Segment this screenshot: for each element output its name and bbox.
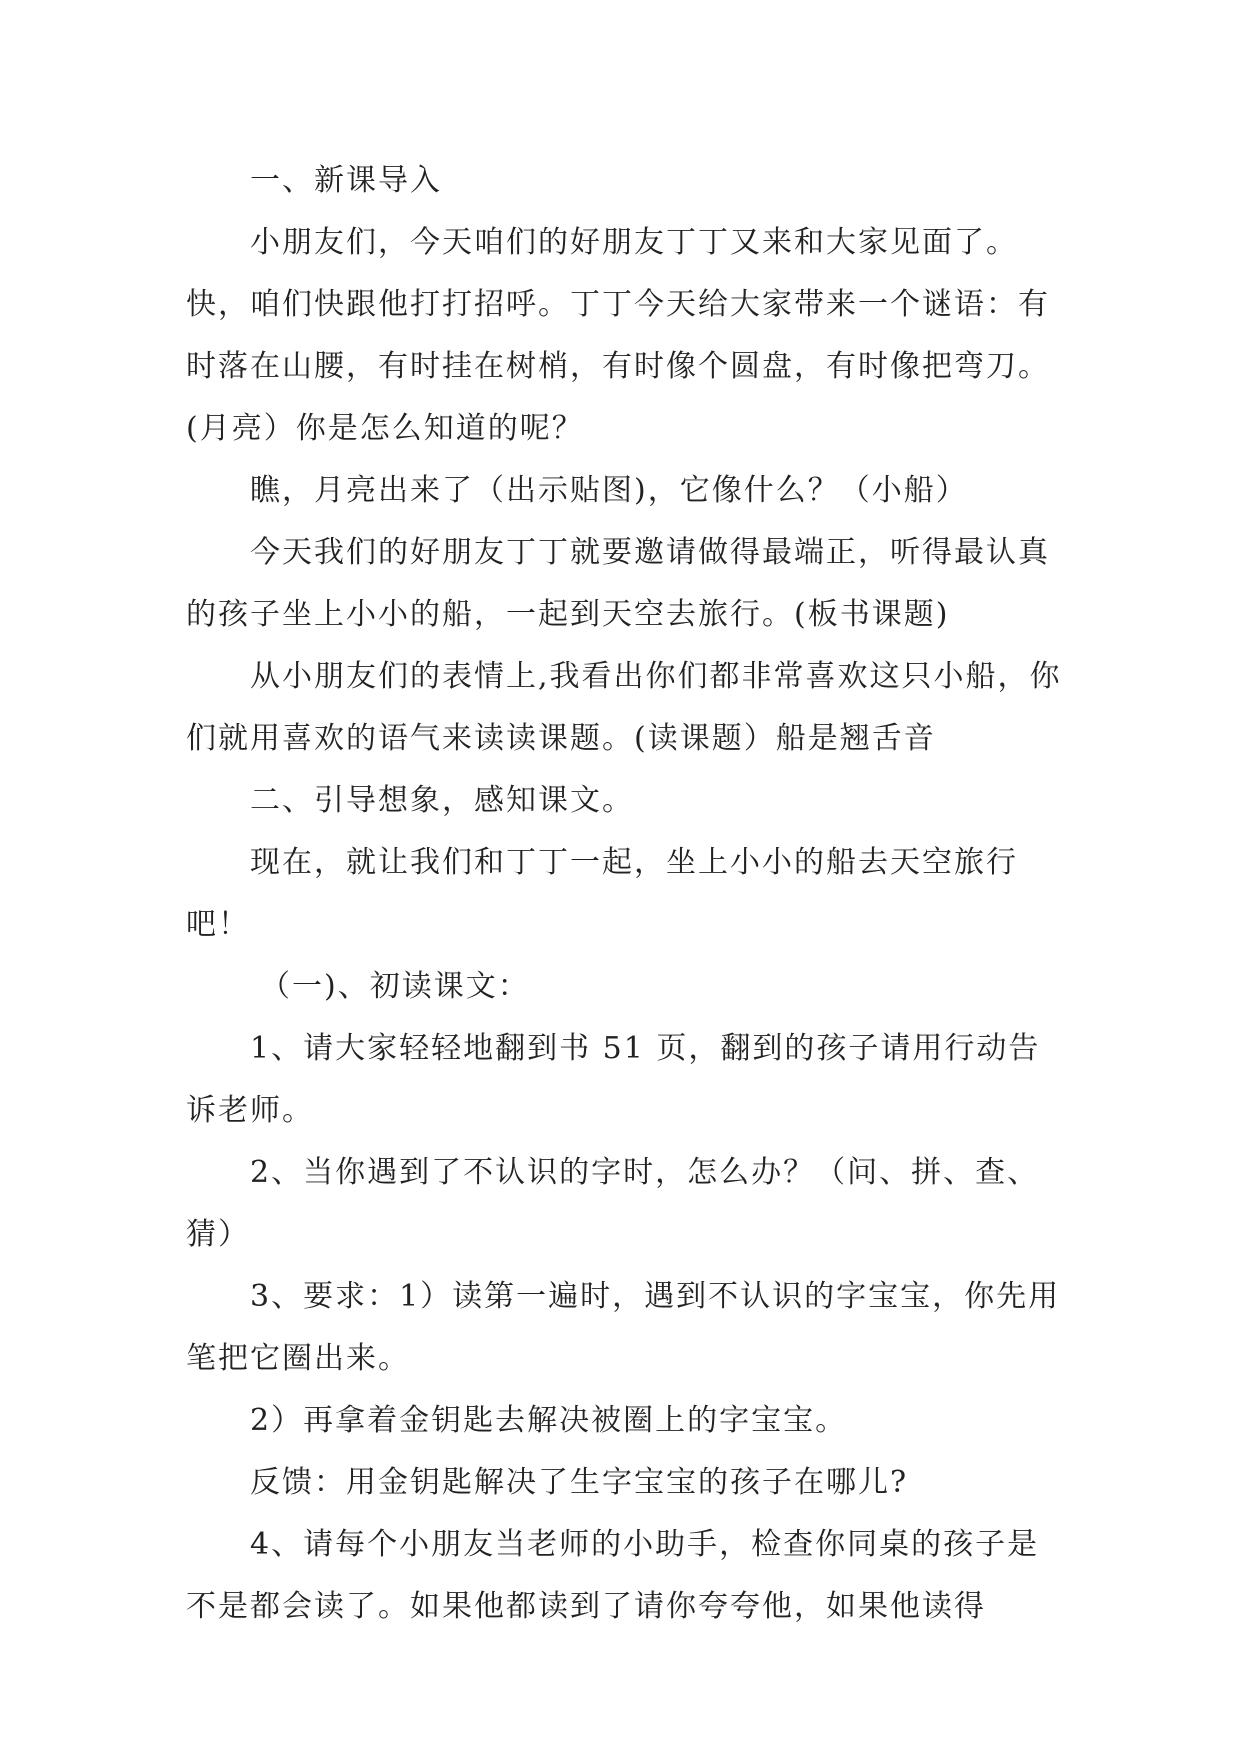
paragraph-read-title: 从小朋友们的表情上,我看出你们都非常喜欢这只小船，你们就用喜欢的语气来读读课题。(读课题）船是翘舌音: [186, 659, 1062, 756]
paragraph-invitation: 今天我们的好朋友丁丁就要邀请做得最端正，听得最认真的孩子坐上小小的船，一起到天空去旅行。(板书课题): [186, 535, 1050, 632]
paragraph-travel: 现在，就让我们和丁丁一起，坐上小小的船去天空旅行吧！: [186, 845, 1018, 942]
section-heading-intro: 一、新课导入: [250, 163, 442, 198]
subsection-heading-first-reading: （一)、初读课文：: [260, 969, 530, 1004]
list-item-1: 1、请大家轻轻地翻到书 51 页，翻到的孩子请用行动告诉老师。: [186, 1031, 1041, 1128]
list-item-3: 3、要求：1）读第一遍时，遇到不认识的字宝宝，你先用笔把它圈出来。: [186, 1279, 1061, 1376]
section-heading-imagination: 二、引导想象，感知课文。: [250, 783, 634, 818]
list-item-2: 2、当你遇到了不认识的字时，怎么办？（问、拼、查、猜）: [186, 1155, 1040, 1252]
list-item-4: 4、请每个小朋友当老师的小助手，检查你同桌的孩子是不是都会读了。如果他都读到了请你夸夸他，如果他读得: [186, 1527, 1040, 1624]
list-item-3-sub-2: 2）再拿着金钥匙去解决被圈上的字宝宝。: [250, 1403, 848, 1438]
paragraph-riddle: 小朋友们，今天咱们的好朋友丁丁又来和大家见面了。快，咱们快跟他打打招呼。丁丁今天给大家带来一个谜语：有时落在山腰，有时挂在树梢，有时像个圆盘，有时像把弯刀。(月亮）你是怎么知道的呢？: [186, 225, 1050, 446]
paragraph-feedback: 反馈：用金钥匙解决了生字宝宝的孩子在哪儿?: [250, 1465, 909, 1500]
paragraph-moon: 瞧，月亮出来了（出示贴图)，它像什么？（小船）: [250, 473, 968, 508]
document-body: [186, 150, 1066, 1638]
